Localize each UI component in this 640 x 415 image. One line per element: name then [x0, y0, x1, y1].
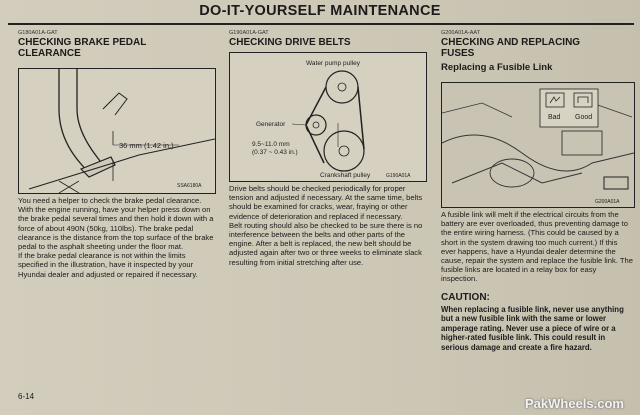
- bad-label: Bad: [548, 114, 561, 121]
- section-code: G180A01A-GAT: [18, 30, 58, 36]
- generator-label: Generator: [256, 121, 286, 128]
- figure-id: SSA6180A: [177, 183, 202, 189]
- fusible-link-figure: [441, 82, 635, 208]
- paragraph: Belt routing should also be checked to be sure there is no interference between the belts and other parts of the engine. After a belt is replaced, the new belt should be adjusted again after two or three weeks to eliminate slack resulting from initial stretching after use.: [229, 220, 423, 267]
- figure-id: G200A01A: [595, 199, 620, 205]
- section-code: G200A01A-AAT: [441, 30, 481, 36]
- brake-pedal-figure: [18, 68, 216, 194]
- caution-title: CAUTION:: [441, 291, 490, 303]
- engine-bay-illustration: [442, 83, 634, 207]
- brake-dimension-label: 36 mm (1.42 in.): [119, 141, 174, 150]
- caution-text: When replacing a fusible link, never use anything but a new fusible link with the same or lower amperage rating. Never use a piece of wire or a higher-rated fusible link. This could result in serious damage and create a fire hazard.: [441, 304, 624, 352]
- section-title-cont: CLEARANCE: [18, 48, 81, 59]
- drive-belt-illustration: [230, 53, 426, 181]
- drive-belt-figure: [229, 52, 427, 182]
- paragraph: You need a helper to check the brake pedal clearance. With the engine running, have your helper press down on the brake pedal several times and then hold it down with a force of about 490N (50kg, 110lbs). The brake pedal clearance is the distance from the top surface of the brake pedal to the asphalt sheeting under the floor mat.: [18, 196, 214, 252]
- section-subtitle: Replacing a Fusible Link: [441, 62, 553, 73]
- section-title-cont: FUSES: [441, 48, 475, 59]
- section-title: CHECKING DRIVE BELTS: [229, 37, 351, 48]
- water-pump-label: Water pump pulley: [306, 60, 360, 67]
- page-number: 6-14: [18, 392, 35, 401]
- section-title: CHECKING BRAKE PEDAL: [18, 37, 147, 48]
- fuses-body: [441, 210, 633, 353]
- brake-section: [18, 30, 214, 59]
- good-label: Good: [575, 114, 593, 121]
- paragraph: If the brake pedal clearance is not within the limits specified in the illustration, have it inspected by your Hyundai dealer and adjusted or repaired if necessary.: [18, 251, 198, 279]
- paragraph: A fusible link will melt if the electrical circuits from the battery are ever overloaded, thus preventing damage to the entire wiring harness. (This could be caused by a short in the system drawing too much current.) If this ever happens, have a Hyundai dealer determine the cause, repair the system and replace the fusible link. The fusible links are located in a relay box for easy inspection.: [441, 210, 633, 284]
- page-header: DO-IT-YOURSELF MAINTENANCE: [199, 3, 441, 19]
- section-code: G190A01A-GAT: [229, 30, 269, 36]
- crankshaft-label: Crankshaft pulley: [320, 172, 371, 179]
- figure-id: G190A01A: [386, 173, 411, 179]
- deflection-label: 9.5~11.0 mm: [252, 141, 290, 148]
- fuses-section: [441, 30, 633, 74]
- header-rule: [8, 23, 634, 25]
- brake-body: [18, 196, 214, 279]
- brake-pedal-illustration: [19, 69, 215, 193]
- belts-body: [229, 184, 425, 267]
- deflection-label-inches: (0.37 ~ 0.43 in.): [252, 149, 298, 156]
- watermark: PakWheels.com: [525, 396, 624, 411]
- paragraph: Drive belts should be checked periodically for proper tension and adjusted if necessary. At the same time, belts should be examined for cracks, wear, fraying or other evidence of deterioration and replaced if necessary.: [229, 184, 423, 221]
- belts-section: [229, 30, 425, 48]
- section-title: CHECKING AND REPLACING: [441, 37, 581, 48]
